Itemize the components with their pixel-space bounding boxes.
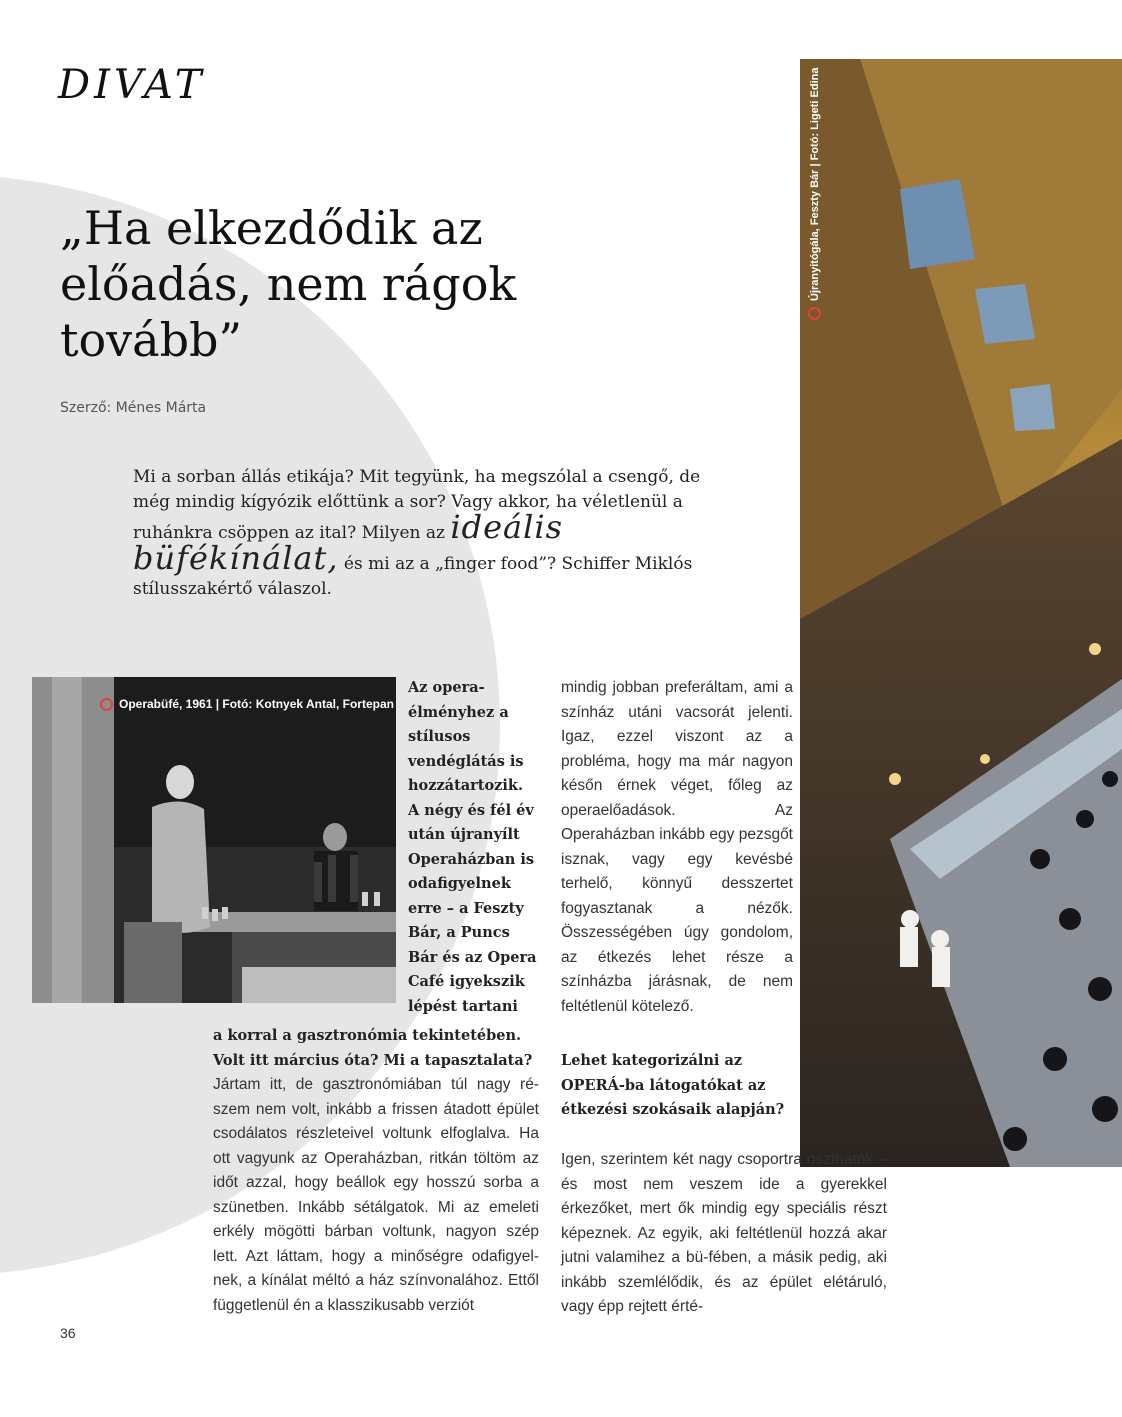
- caption-circle-icon: [808, 307, 821, 320]
- caption-circle-icon: [100, 698, 113, 711]
- page-number: 36: [60, 1325, 76, 1341]
- question-1-start: Az opera-élményhez a stílusos vendéglátás is hozzátartozik. A négy és fél év után újranyílt Operaházban is odafigyelnek erre – a Feszty Bár, a Puncs Bár és az Opera Café igyekszik lépést tartani: [408, 679, 537, 1015]
- answer-2: Igen, szerintem két nagy csoportra oszthatók – és most nem veszem ide a gyerekkel érkezőket, mert ők mindig egy speciális részt képeznek. Az egyik, aki feltétlenül hozzá akar jutni valamihez a bü-fében, a másik pedig, aki inkább szemlélődik, és az épület elétáruló, vagy épp rejtett érté-: [561, 1151, 887, 1315]
- color-photo-caption: [808, 60, 821, 320]
- bw-photo-caption: [100, 697, 394, 711]
- lead-text: Mi a sorban állás etikája? Mit tegyünk, ha megszólal a csengő, de még mindig kígyózik előttünk a sor? Vagy akkor, ha véletlenül a ruhánkra csöppen az ital? Milyen az: [133, 467, 701, 543]
- question-2: Lehet kategorizálni az OPERÁ-ba látogatókat az étkezési szokásaik alapján?: [561, 1052, 785, 1118]
- question-1-end: a korral a gasztronómia tekintetében. Volt itt március óta? Mi a tapasztalata?: [213, 1027, 533, 1069]
- lead-text-end: és mi az a „finger food”? Schiffer Miklós stílusszakértő válaszol.: [133, 554, 693, 599]
- answer-1-continued: mindig jobban preferáltam, ami a színház utáni vacsorát jelenti. Igaz, ezzel viszont az a probléma, hogy ma már nagyon későn érnek véget, főleg az operaelőadások. Az Operaházban inkább egy pezsgőt isznak, vagy egy kevésbé terhelő, könnyű desszertet fogyasztanak a nézők. Összességében úgy gondolom, az étkezés lehet része a színházba járásnak, de nem feltétlenül kötelező.: [561, 679, 793, 1015]
- answer-1: Jártam itt, de gasztronómiában túl nagy ré-szem nem volt, inkább a frissen átadott épület csodálatos részleteivel voltunk elfoglalva. Ha ott vagyunk az Operaházban, ritkán töltöm az időt azzal, hogy beállok egy hosszú sorba a szünetben. Inkább sétálgatok. Mi az emeleti erkély mögötti bárban voltunk, nagyon szép lett. Azt láttam, hogy a minőségre odafigyel-nek, a kínálat méltó a ház színvonalához. Ettől függetlenül én a klasszikusabb verziót: [213, 1076, 539, 1314]
- author-line: Szerző: Ménes Márta: [60, 400, 207, 416]
- lead-highlight: ideális büfékínálat,: [133, 508, 564, 577]
- color-photo-caption-text: Újranyitógála, Feszty Bár | Fotó: Ligeti Edina: [808, 67, 821, 301]
- article-lead: [133, 465, 733, 602]
- historic-buffet-photo: [32, 677, 396, 1003]
- opera-hall-photo: [800, 59, 1122, 1167]
- section-label: DIVAT: [58, 62, 206, 108]
- article-title: „Ha elkezdődik az előadás, nem rágok tovább”: [60, 201, 517, 367]
- bw-photo-caption-text: Operabüfé, 1961 | Fotó: Kotnyek Antal, Fortepan: [119, 697, 394, 711]
